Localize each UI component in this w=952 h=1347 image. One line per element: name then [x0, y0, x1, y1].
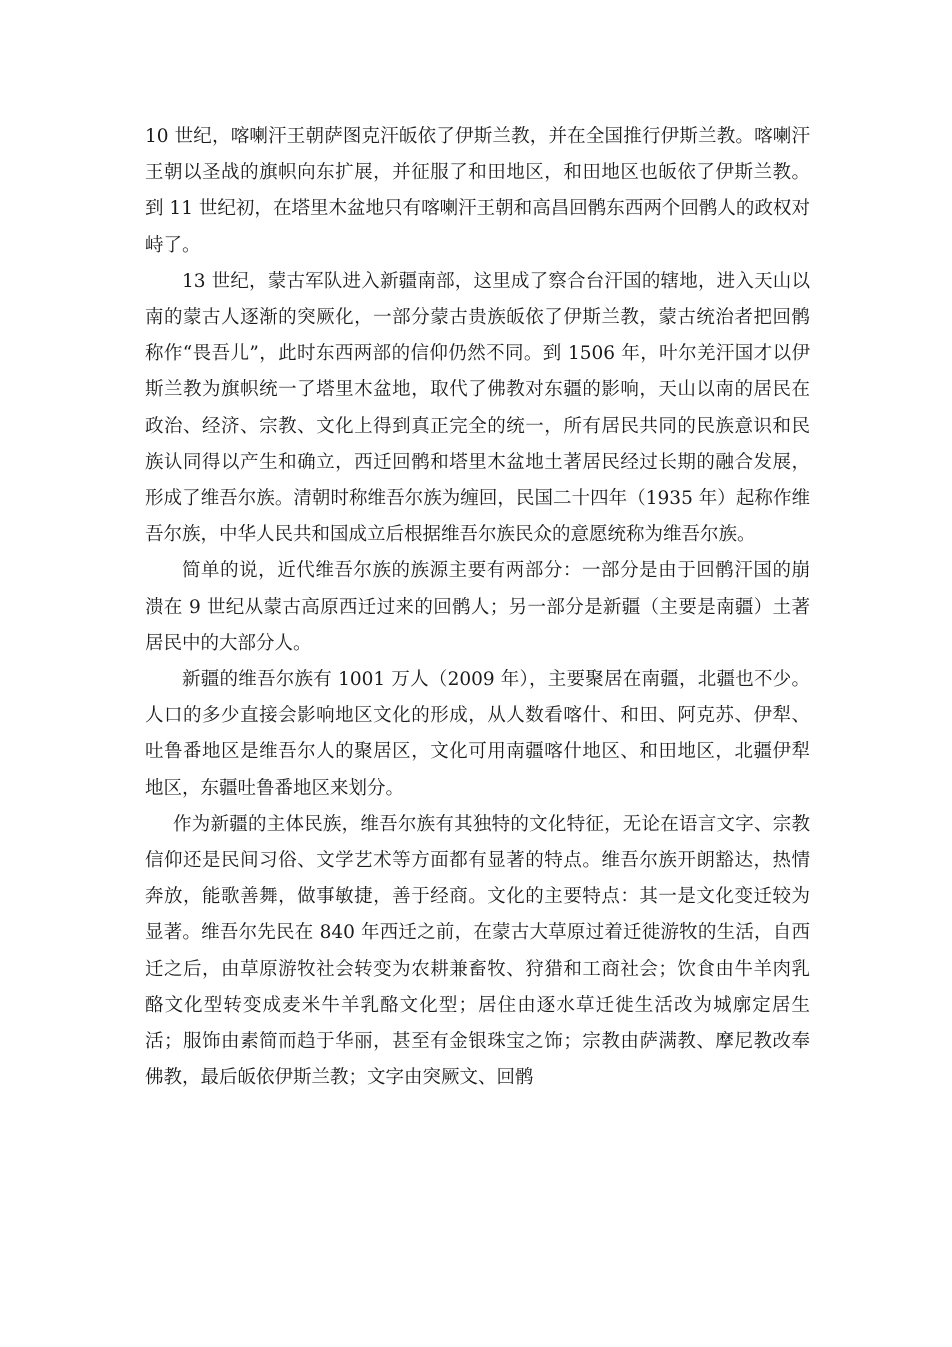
paragraph-4: 新疆的维吾尔族有 1001 万人（2009 年），主要聚居在南疆，北疆也不少。人口的多少直接会影响地区文化的形成，从人数看喀什、和田、阿克苏、伊犁、吐鲁番地区是维吾尔人的聚居区，文化可用南疆喀什地区、和田地区，北疆伊犁地区，东疆吐鲁番地区来划分。 [145, 669, 810, 799]
paragraph-5: 作为新疆的主体民族，维吾尔族有其独特的文化特征，无论在语言文字、宗教信仰还是民间习俗、文学艺术等方面都有显著的特点。维吾尔族开朗豁达，热情奔放，能歌善舞，做事敏捷，善于经商。文化的主要特点：其一是文化变迁较为显著。维吾尔先民在 840 年西迁之前，在蒙古大草原过着迁徙游牧的生活，自西迁之后，由草原游牧社会转变为农耕兼畜牧、狩猎和工商社会；饮食由牛羊肉乳酪文化型转变成麦米牛羊乳酪文化型；居住由逐水草迁徙生活改为城廓定居生活；服饰由素简而趋于华丽，甚至有金银珠宝之饰；宗教由萨满教、摩尼教改奉佛教，最后皈依伊斯兰教；文字由突厥文、回鹘 [145, 813, 810, 1089]
paragraph-2: 13 世纪，蒙古军队进入新疆南部，这里成了察合台汗国的辖地，进入天山以南的蒙古人逐渐的突厥化，一部分蒙古贵族皈依了伊斯兰教，蒙古统治者把回鹘称作“畏吾儿”，此时东西两部的信仰仍然不同。到 1506 年，叶尔羌汗国才以伊斯兰教为旗帜统一了塔里木盆地，取代了佛教对东疆的影响，天山以南的居民在政治、经济、宗教、文化上得到真正完全的统一，所有居民共同的民族意识和民族认同得以产生和确立，西迁回鹘和塔里木盆地土著居民经过长期的融合发展，形成了维吾尔族。清朝时称维吾尔族为缠回，民国二十四年（1935 年）起称作维吾尔族，中华人民共和国成立后根据维吾尔族民众的意愿统称为维吾尔族。 [145, 270, 810, 546]
body-text [145, 119, 810, 1096]
paragraph-1: 10 世纪，喀喇汗王朝萨图克汗皈依了伊斯兰教，并在全国推行伊斯兰教。喀喇汗王朝以圣战的旗帜向东扩展，并征服了和田地区，和田地区也皈依了伊斯兰教。到 11 世纪初，在塔里木盆地只有喀喇汗王朝和高昌回鹘东西两个回鹘人的政权对峙了。 [145, 126, 810, 256]
paragraph-3: 简单的说，近代维吾尔族的族源主要有两部分：一部分是由于回鹘汗国的崩溃在 9 世纪从蒙古高原西迁过来的回鹘人；另一部分是新疆（主要是南疆）土著居民中的大部分人。 [145, 560, 810, 654]
